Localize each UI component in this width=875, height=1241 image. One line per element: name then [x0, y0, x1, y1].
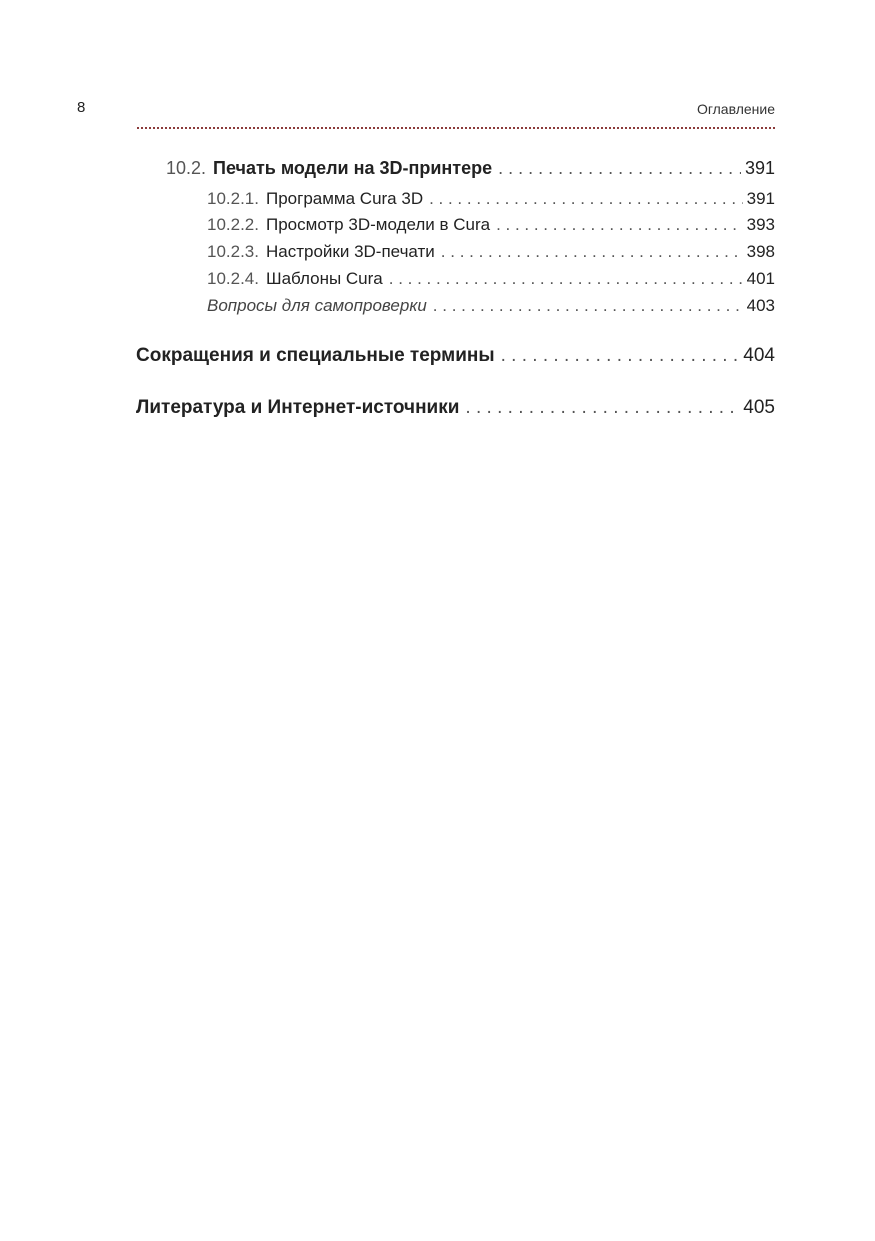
- toc-entry-number: 10.2.2.: [207, 215, 259, 234]
- toc-entry-title: Настройки 3D-печати: [266, 242, 435, 261]
- toc-entry-title: Печать модели на 3D-принтере: [213, 158, 493, 178]
- dot-leader: [429, 189, 743, 209]
- toc-entry-page: 403: [746, 296, 775, 315]
- page-number: 8: [77, 99, 86, 116]
- header-divider: [137, 127, 775, 129]
- toc-entry-section[interactable]: [166, 158, 775, 179]
- toc-entry-questions[interactable]: [207, 296, 775, 316]
- dot-leader: [441, 242, 743, 262]
- toc-entry-title: Просмотр 3D-модели в Cura: [266, 215, 491, 234]
- toc-entry-page: 391: [744, 158, 775, 178]
- toc-entry-page: 398: [746, 242, 775, 261]
- running-title: Оглавление: [696, 101, 775, 117]
- toc-entry-number: 10.2.4.: [207, 269, 259, 288]
- dot-leader: [433, 296, 743, 316]
- toc-entry-subsection[interactable]: [207, 215, 775, 235]
- toc-entry-subsection[interactable]: [207, 242, 775, 262]
- toc-entry-chapter[interactable]: [136, 397, 775, 419]
- dot-leader: [465, 397, 739, 419]
- toc-entry-title: Литература и Интернет-источники: [136, 397, 460, 418]
- toc-entry-title: Программа Cura 3D: [266, 189, 424, 208]
- toc-entry-number: 10.2.: [166, 158, 207, 178]
- toc-entry-number: 10.2.1.: [207, 189, 259, 208]
- toc-entry-title: Шаблоны Cura: [266, 269, 383, 288]
- dot-leader: [498, 158, 741, 179]
- toc-entry-page: 405: [743, 397, 775, 418]
- dot-leader: [389, 269, 743, 289]
- toc-entry-subsection[interactable]: [207, 189, 775, 209]
- toc-entry-chapter[interactable]: [136, 345, 775, 367]
- toc-entry-number: 10.2.3.: [207, 242, 259, 261]
- toc-entry-title: Вопросы для самопроверки: [207, 296, 427, 315]
- toc-entry-page: 401: [746, 269, 775, 288]
- toc-entry-page: 391: [746, 189, 775, 208]
- toc-entry-title: Сокращения и специальные термины: [136, 345, 495, 366]
- toc-entry-page: 404: [743, 345, 775, 366]
- toc-entry-subsection[interactable]: [207, 269, 775, 289]
- dot-leader: [501, 345, 740, 367]
- dot-leader: [496, 215, 743, 235]
- toc-entry-page: 393: [746, 215, 775, 234]
